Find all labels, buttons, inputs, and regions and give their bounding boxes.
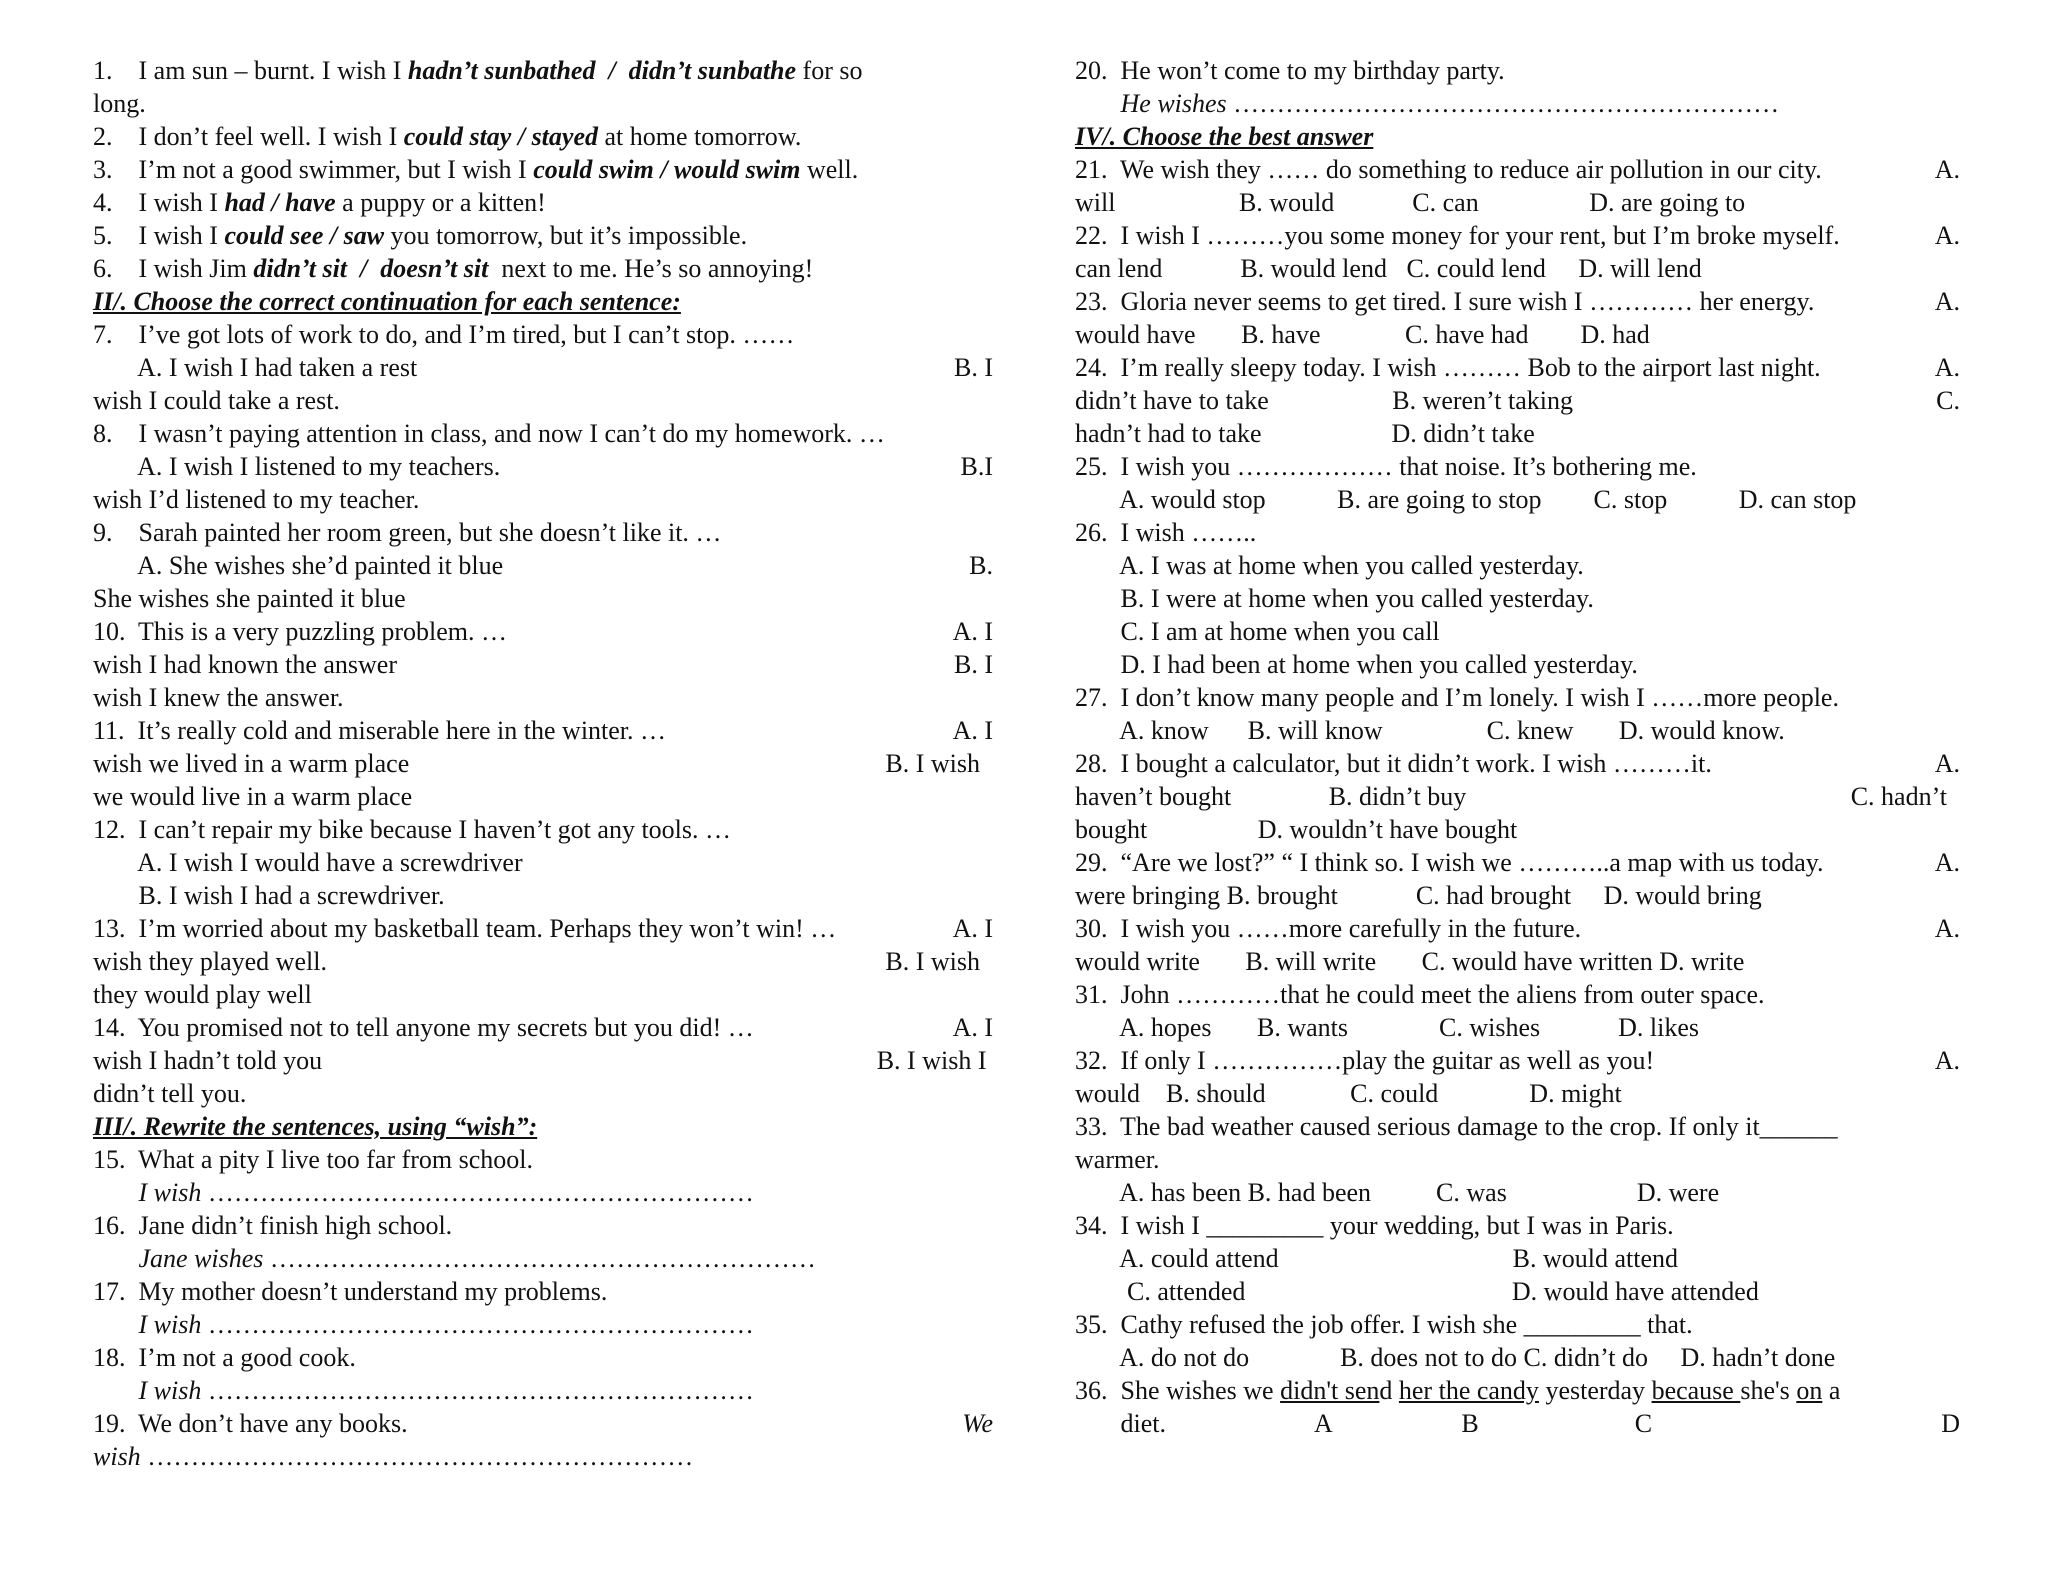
line-text: wish I knew the answer. [93, 683, 344, 712]
line-text: ……………………………………………………… [1226, 89, 1780, 118]
line-text: 17. My mother doesn’t understand my problems. [93, 1277, 608, 1306]
line-text: 23. Gloria never seems to get tired. I sure wish I ………… her energy. [1075, 287, 1815, 316]
text-line [93, 87, 993, 120]
text-line [93, 978, 993, 1011]
line-text: well. [800, 155, 859, 184]
line-text: 7. I’ve got lots of work to do, and I’m tired, but I can’t stop. …… [93, 320, 795, 349]
line-text: long. [93, 89, 146, 118]
text-line [1075, 186, 1960, 219]
section-heading-text: II/. Choose the correct continuation for each sentence: [93, 287, 681, 316]
line-text: A. would stop B. are going to stop C. stop D. can stop [1075, 485, 1857, 514]
text-line [1075, 285, 1960, 318]
line-text: 4. I wish I [93, 188, 225, 217]
line-text: 24. I’m really sleepy today. I wish ……… Bob to the airport last night. [1075, 353, 1821, 382]
line-text: A. I wish I listened to my teachers. [93, 452, 501, 481]
text-line [93, 1011, 993, 1044]
line-text: A. know B. will know C. knew D. would know. [1075, 716, 1785, 745]
text-line [93, 648, 993, 681]
right-option-label: B. [969, 551, 993, 580]
right-option-label: A. [1934, 848, 1960, 877]
text-line [1075, 714, 1960, 747]
text-line [93, 153, 993, 186]
text-line [1075, 1275, 1960, 1308]
line-text: 15. What a pity I live too far from school. [93, 1145, 533, 1174]
text-line [1075, 912, 1960, 945]
text-line [93, 483, 993, 516]
line-text: they would play well [93, 980, 312, 1009]
right-option-label: A. [1934, 353, 1960, 382]
line-text: 36. She wishes we [1075, 1376, 1281, 1405]
right-option-label: B. I wish [885, 749, 993, 778]
right-option-label: A. [1934, 1046, 1960, 1075]
line-text: A. hopes B. wants C. wishes D. likes [1075, 1013, 1699, 1042]
text-line [1075, 582, 1960, 615]
section-heading [93, 285, 993, 318]
line-text: you tomorrow, but it’s impossible. [384, 221, 748, 250]
text-line [1075, 1209, 1960, 1242]
text-line [93, 912, 993, 945]
text-line [93, 549, 993, 582]
italic-prompt: Jane wishes [93, 1244, 264, 1273]
underlined-segment: because [1651, 1376, 1741, 1405]
text-line [93, 681, 993, 714]
right-option-label: D [1941, 1409, 1960, 1438]
line-text: 25. I wish you ……………… that noise. It’s bothering me. [1075, 452, 1697, 481]
line-text: A. She wishes she’d painted it blue [93, 551, 504, 580]
answer-choice-text: could see / saw [224, 221, 385, 250]
italic-prompt: He wishes [1075, 89, 1227, 118]
line-text: didn’t have to take B. weren’t taking [1075, 386, 1573, 415]
line-text: warmer. [1075, 1145, 1160, 1174]
line-text: were bringing B. brought C. had brought D. would bring [1075, 881, 1762, 910]
right-option-label: A. [1934, 914, 1960, 943]
text-line [1075, 483, 1960, 516]
line-text: 3. I’m not a good swimmer, but I wish I [93, 155, 534, 184]
section-heading-text: IV/. Choose the best answer [1075, 122, 1374, 151]
line-text: 35. Cathy refused the job offer. I wish she _________ that. [1075, 1310, 1693, 1339]
answer-choice-text: hadn’t sunbathed / didn’t sunbathe [407, 56, 797, 85]
question-line [1075, 1374, 1960, 1407]
line-text: we would live in a warm place [93, 782, 413, 811]
text-line [1075, 1077, 1960, 1110]
text-line [93, 1209, 993, 1242]
text-line [93, 417, 993, 450]
line-text: 12. I can’t repair my bike because I haven’t got any tools. … [93, 815, 732, 844]
text-line [1075, 978, 1960, 1011]
line-text: 11. It’s really cold and miserable here in the winter. … [93, 716, 667, 745]
text-line [93, 120, 993, 153]
text-line [1075, 219, 1960, 252]
text-line [93, 582, 993, 615]
line-text: B. I wish I had a screwdriver. [93, 881, 445, 910]
text-line [1075, 1110, 1960, 1143]
answer-choice-text: could stay / stayed [403, 122, 598, 151]
text-line [1075, 417, 1960, 450]
line-text: 21. We wish they …… do something to reduce air pollution in our city. [1075, 155, 1822, 184]
line-text: wish I’d listened to my teacher. [93, 485, 420, 514]
right-option-label: B. I [954, 650, 993, 679]
line-text: 33. The bad weather caused serious damage to the crop. If only it______ [1075, 1112, 1838, 1141]
text-line [1075, 1044, 1960, 1077]
text-line [1075, 945, 1960, 978]
text-line [1075, 450, 1960, 483]
text-line [1075, 747, 1960, 780]
text-line [93, 219, 993, 252]
right-option-label: A. I [952, 1013, 993, 1042]
text-line [93, 318, 993, 351]
underlined-segment: her the candy [1398, 1376, 1539, 1405]
right-option-label: B.I [960, 452, 993, 481]
text-line [93, 450, 993, 483]
line-text: A. I wish I had taken a rest [93, 353, 418, 382]
text-line [93, 1275, 993, 1308]
line-text: can lend B. would lend C. could lend D. will lend [1075, 254, 1702, 283]
text-line [93, 1176, 993, 1209]
line-text: 9. Sarah painted her room green, but she doesn’t like it. … [93, 518, 722, 547]
line-text: wish they played well. [93, 947, 327, 976]
section-heading [93, 1110, 993, 1143]
right-option-label: C. hadn’t [1850, 782, 1960, 811]
line-text: wish we lived in a warm place [93, 749, 410, 778]
line-text: 16. Jane didn’t finish high school. [93, 1211, 453, 1240]
text-line [93, 714, 993, 747]
text-line [1075, 1143, 1960, 1176]
line-text: A. I wish I would have a screwdriver [93, 848, 523, 877]
line-text: a [1822, 1376, 1841, 1405]
text-line [1075, 351, 1960, 384]
line-text: A. do not do B. does not to do C. didn’t do D. hadn’t done [1075, 1343, 1836, 1372]
text-line [93, 615, 993, 648]
line-text: 18. I’m not a good cook. [93, 1343, 356, 1372]
text-line [93, 1407, 993, 1440]
italic-prompt: I wish [93, 1376, 202, 1405]
text-line [93, 351, 993, 384]
right-option-label: A. I [952, 617, 993, 646]
line-text: diet. A B C [1075, 1409, 1653, 1438]
text-line [93, 1374, 993, 1407]
text-line [93, 1242, 993, 1275]
italic-prompt: I wish [93, 1310, 202, 1339]
italic-prompt: wish [93, 1442, 141, 1471]
italic-prompt: I wish [93, 1178, 202, 1207]
line-text: 5. I wish I [93, 221, 225, 250]
line-text: 19. We don’t have any books. [93, 1409, 408, 1438]
line-text: 27. I don’t know many people and I’m lonely. I wish I ……more people. [1075, 683, 1839, 712]
line-text: will B. would C. can D. are going to [1075, 188, 1746, 217]
text-line [1075, 1407, 1960, 1440]
text-line [1075, 1011, 1960, 1044]
text-line [1075, 615, 1960, 648]
line-text: A. has been B. had been C. was D. were [1075, 1178, 1720, 1207]
text-line [1075, 318, 1960, 351]
text-line [93, 1077, 993, 1110]
answer-choice-text: had / have [224, 188, 336, 217]
line-text: 20. He won’t come to my birthday party. [1075, 56, 1505, 85]
line-text: ……………………………………………………… [263, 1244, 816, 1273]
line-text: A. could attend B. would attend [1075, 1244, 1679, 1273]
line-text: hadn’t had to take D. didn’t take [1075, 419, 1535, 448]
line-text: 8. I wasn’t paying attention in class, and now I can’t do my homework. … [93, 419, 885, 448]
text-line [93, 813, 993, 846]
line-text: 1. I am sun – burnt. I wish I [93, 56, 408, 85]
line-text: 13. I’m worried about my basketball team. Perhaps they won’t win! … [93, 914, 837, 943]
text-line [93, 384, 993, 417]
text-line [1075, 384, 1960, 417]
line-text: 26. I wish …….. [1075, 518, 1257, 547]
line-text: next to me. He’s so annoying! [488, 254, 814, 283]
right-option-label: A. [1934, 155, 1960, 184]
line-text: would have B. have C. have had D. had [1075, 320, 1650, 349]
text-line [1075, 879, 1960, 912]
line-text: A. I was at home when you called yesterday. [1075, 551, 1584, 580]
right-option-label: A. I [952, 914, 993, 943]
line-text: at home tomorrow. [598, 122, 802, 151]
text-line [93, 54, 993, 87]
section-heading [1075, 120, 1960, 153]
right-italic-prompt: We [962, 1409, 993, 1438]
line-text: 6. I wish Jim [93, 254, 254, 283]
line-text: yesterday [1538, 1376, 1652, 1405]
right-option-label: A. [1934, 749, 1960, 778]
line-text: would B. should C. could D. might [1075, 1079, 1622, 1108]
text-line [93, 879, 993, 912]
line-text: for so [796, 56, 863, 85]
right-option-label: B. I wish I [876, 1046, 993, 1075]
right-option-label: A. [1934, 287, 1960, 316]
text-line [93, 1341, 993, 1374]
line-text: 28. I bought a calculator, but it didn’t work. I wish ………it. [1075, 749, 1712, 778]
line-text: B. I were at home when you called yesterday. [1075, 584, 1594, 613]
line-text: C. I am at home when you call [1075, 617, 1440, 646]
line-text: 31. John …………that he could meet the aliens from outer space. [1075, 980, 1765, 1009]
line-text: d [1379, 1376, 1399, 1405]
text-line [93, 252, 993, 285]
text-line [1075, 87, 1960, 120]
line-text: C. attended D. would have attended [1075, 1277, 1759, 1306]
line-text: 34. I wish I _________ your wedding, but I was in Paris. [1075, 1211, 1674, 1240]
line-text: would write B. will write C. would have written D. write [1075, 947, 1745, 976]
right-option-label: B. I wish [885, 947, 993, 976]
line-text: 32. If only I ……………play the guitar as well as you! [1075, 1046, 1655, 1075]
text-line [1075, 1341, 1960, 1374]
line-text: didn’t tell you. [93, 1079, 247, 1108]
section-heading-text: III/. Rewrite the sentences, using “wish”: [93, 1112, 538, 1141]
text-line [93, 747, 993, 780]
line-text: a puppy or a kitten! [335, 188, 546, 217]
text-line [93, 1308, 993, 1341]
text-line [93, 846, 993, 879]
text-line [1075, 252, 1960, 285]
line-text: ……………………………………………………… [201, 1376, 754, 1405]
right-option-label: A. I [952, 716, 993, 745]
text-line [1075, 1176, 1960, 1209]
text-line [1075, 153, 1960, 186]
underlined-segment: on [1796, 1376, 1823, 1405]
text-line [93, 1143, 993, 1176]
answer-choice-text: didn’t sit / doesn’t sit [253, 254, 489, 283]
right-option-label: B. I [954, 353, 993, 382]
line-text: ……………………………………………………… [201, 1310, 754, 1339]
line-text: She wishes she painted it blue [93, 584, 406, 613]
text-line [1075, 516, 1960, 549]
text-line [93, 1440, 993, 1473]
underlined-segment: didn't sen [1280, 1376, 1380, 1405]
line-text: ……………………………………………………… [201, 1178, 754, 1207]
text-line [1075, 549, 1960, 582]
line-text: 29. “Are we lost?” “ I think so. I wish we ………..a map with us today. [1075, 848, 1824, 877]
text-line [1075, 1308, 1960, 1341]
right-option-label: C. [1936, 386, 1960, 415]
line-text: wish I could take a rest. [93, 386, 340, 415]
text-line [93, 1044, 993, 1077]
line-text: bought D. wouldn’t have bought [1075, 815, 1518, 844]
line-text: ……………………………………………………… [140, 1442, 694, 1471]
text-line [93, 186, 993, 219]
line-text: 14. You promised not to tell anyone my secrets but you did! … [93, 1013, 754, 1042]
text-line [93, 516, 993, 549]
left-column [93, 54, 993, 1473]
right-column [1075, 54, 1960, 1440]
right-option-label: A. [1934, 221, 1960, 250]
answer-choice-text: could swim / would swim [533, 155, 801, 184]
line-text: 2. I don’t feel well. I wish I [93, 122, 404, 151]
line-text: D. I had been at home when you called yesterday. [1075, 650, 1638, 679]
text-line [1075, 846, 1960, 879]
text-line [93, 945, 993, 978]
line-text: 10. This is a very puzzling problem. … [93, 617, 508, 646]
line-text: 30. I wish you ……more carefully in the future. [1075, 914, 1582, 943]
text-line [1075, 1242, 1960, 1275]
text-line [1075, 681, 1960, 714]
text-line [1075, 54, 1960, 87]
text-line [93, 780, 993, 813]
text-line [1075, 813, 1960, 846]
line-text: haven’t bought B. didn’t buy [1075, 782, 1467, 811]
line-text: wish I had known the answer [93, 650, 397, 679]
line-text: she's [1740, 1376, 1797, 1405]
text-line [1075, 648, 1960, 681]
line-text: 22. I wish I ………you some money for your rent, but I’m broke myself. [1075, 221, 1840, 250]
text-line [1075, 780, 1960, 813]
line-text: wish I hadn’t told you [93, 1046, 323, 1075]
